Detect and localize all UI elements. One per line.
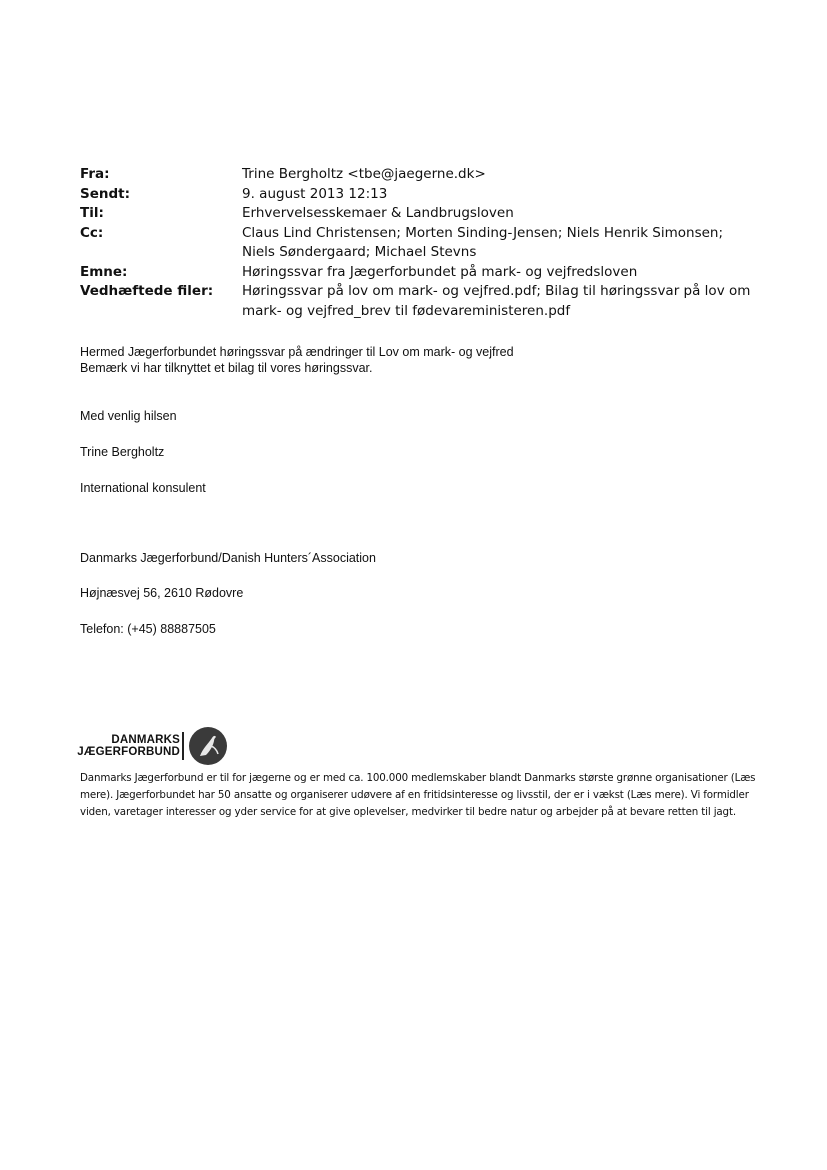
header-value: Trine Bergholtz <tbe@jaegerne.dk> [242,166,486,182]
header-label: Fra: [80,166,110,182]
greeting: Med venlig hilsen [80,409,177,423]
attachment-list[interactable]: Høringssvar på lov om mark- og vejfred.pdf; Bilag til høringssvar på lov om mark- og vejfred_brev til fødevareministeren.pdf [242,283,751,319]
header-row-attachments [80,282,760,321]
logo-line: JÆGERFORBUND [77,746,180,758]
intro-line: Hermed Jægerforbundet høringssvar på ændringer til Lov om mark- og vejfred [80,345,514,359]
header-value: Høringssvar fra Jægerforbundet på mark- og vejfredsloven [242,263,638,280]
header-row-subject [80,263,760,283]
email-header-block [80,165,760,321]
logo-divider [182,732,184,760]
intro-line: Bemærk vi har tilknyttet et bilag til vores høringssvar. [80,360,373,375]
pheasant-emblem-icon [188,726,228,766]
logo-line: DANMARKS [111,734,180,746]
header-label: Vedhæftede filer: [80,283,214,299]
organization-description: Danmarks Jægerforbund er til for jægerne og er med ca. 100.000 medlemskaber blandt Danmarks største grønne organisationer (Læs mere). Jægerforbundet har 50 ansatte og organiserer udøvere af en fritidsinteresse og livsstil, der er i vækst (Læs mere). Vi formidler viden, varetager interesser og yder service for at give oplevelser, medvirker til bedre natur og arbejder på at bevare retten til jagt. [80,772,756,818]
header-label: Emne: [80,263,128,280]
address: Højnæsvej 56, 2610 Rødovre [80,586,244,600]
header-row-cc [80,224,760,263]
header-row-from [80,165,760,185]
message-intro [80,345,760,376]
sender-name: Trine Bergholtz [80,445,165,459]
header-label: Til: [80,205,104,221]
header-value: 9. august 2013 12:13 [242,185,388,202]
header-row-to [80,204,760,224]
header-value: Erhvervelsesskemaer & Landbrugsloven [242,205,514,221]
organization-name: Danmarks Jægerforbund/Danish Hunters´Association [80,551,376,565]
phone: Telefon: (+45) 88887505 [80,622,216,636]
header-label: Sendt: [80,185,131,202]
header-value: Claus Lind Christensen; Morten Sinding-Jensen; Niels Henrik Simonsen; Niels Søndergaard; Michael Stevns [242,224,724,260]
header-label: Cc: [80,224,104,241]
header-row-sent [80,185,760,205]
danmarks-jaegerforbund-logo [77,725,240,767]
sender-title: International konsulent [80,481,206,495]
logo-text [77,734,180,758]
